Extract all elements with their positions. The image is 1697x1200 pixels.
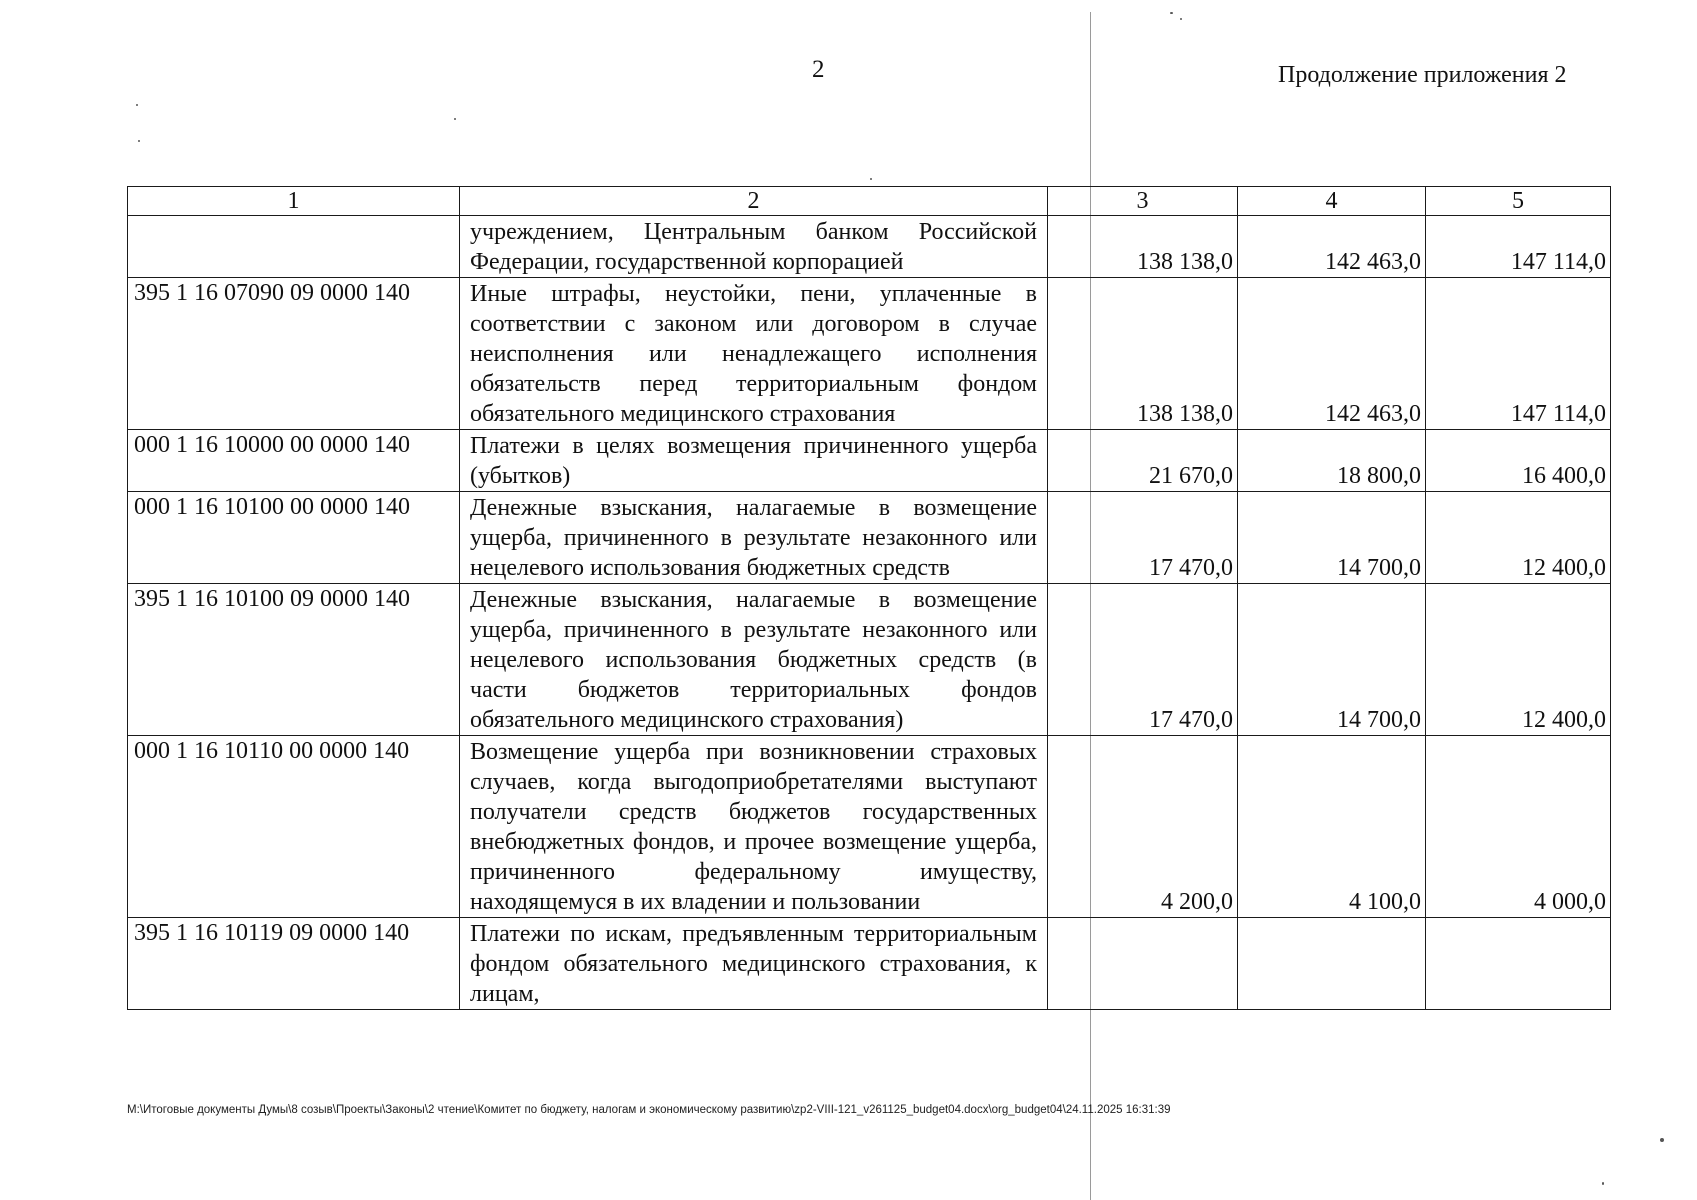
amount-col5-cell <box>1426 918 1611 1010</box>
table-row <box>128 736 1611 918</box>
amount-col3-cell <box>1048 918 1238 1010</box>
budget-code-cell: 000 1 16 10000 00 0000 140 <box>128 430 460 492</box>
scan-speck <box>136 104 138 106</box>
column-header: 2 <box>460 187 1048 216</box>
description-cell: учреждением, Центральным банком Российской Федерации, государственной корпорацией <box>460 216 1048 278</box>
column-header: 3 <box>1048 187 1238 216</box>
amount-col4-cell: 18 800,0 <box>1238 430 1426 492</box>
budget-code-cell: 395 1 16 10119 09 0000 140 <box>128 918 460 1010</box>
amount-col4-cell: 142 463,0 <box>1238 278 1426 430</box>
budget-code-cell: 395 1 16 07090 09 0000 140 <box>128 278 460 430</box>
scan-speck <box>1602 1182 1604 1185</box>
description-cell: Денежные взыскания, налагаемые в возмещение ущерба, причиненного в результате незаконного или нецелевого использования бюджетных средств <box>460 492 1048 584</box>
amount-col3-cell: 4 200,0 <box>1048 736 1238 918</box>
amount-col5-cell: 16 400,0 <box>1426 430 1611 492</box>
amount-col5-cell: 12 400,0 <box>1426 584 1611 736</box>
amount-col3-cell: 138 138,0 <box>1048 216 1238 278</box>
budget-code-cell: 000 1 16 10110 00 0000 140 <box>128 736 460 918</box>
description-cell: Иные штрафы, неустойки, пени, уплаченные в соответствии с законом или договором в случае неисполнения или ненадлежащего исполнения обязательств перед территориальным фондом обязательного медицинского страхования <box>460 278 1048 430</box>
amount-col4-cell: 142 463,0 <box>1238 216 1426 278</box>
description-cell: Платежи по искам, предъявленным территориальным фондом обязательного медицинского страхования, к лицам, <box>460 918 1048 1010</box>
scan-speck <box>454 118 456 120</box>
table-header-row <box>128 187 1611 216</box>
budget-revenue-table <box>127 186 1611 1010</box>
amount-col5-cell: 4 000,0 <box>1426 736 1611 918</box>
amount-col5-cell: 147 114,0 <box>1426 216 1611 278</box>
table-row <box>128 216 1611 278</box>
amount-col3-cell: 17 470,0 <box>1048 492 1238 584</box>
budget-code-cell: 000 1 16 10100 00 0000 140 <box>128 492 460 584</box>
table-row <box>128 584 1611 736</box>
table-row <box>128 918 1611 1010</box>
description-cell: Возмещение ущерба при возникновении страховых случаев, когда выгодоприобретателями выступают получатели средств бюджетов государственных внебюджетных фондов, и прочее возмещение ущерба, причиненного федеральному имуществу, находящемуся в их владении и пользовании <box>460 736 1048 918</box>
scan-speck <box>1180 18 1182 20</box>
table-row <box>128 430 1611 492</box>
table-row <box>128 492 1611 584</box>
description-cell: Денежные взыскания, налагаемые в возмещение ущерба, причиненного в результате незаконного или нецелевого использования бюджетных средств (в части бюджетов территориальных фондов обязательного медицинского страхования) <box>460 584 1048 736</box>
amount-col4-cell: 14 700,0 <box>1238 584 1426 736</box>
amount-col5-cell: 147 114,0 <box>1426 278 1611 430</box>
document-file-path-footer: M:\Итоговые документы Думы\8 созыв\Проекты\Законы\2 чтение\Комитет по бюджету, налогам и экономическому развитию\zp2-VIII-121_v261125_budget04.docx\org_budget04\24.11.2025 16:31:39 <box>127 1104 1171 1116</box>
table-row <box>128 278 1611 430</box>
scan-speck <box>1660 1138 1664 1142</box>
column-header: 5 <box>1426 187 1611 216</box>
amount-col4-cell <box>1238 918 1426 1010</box>
scan-speck <box>870 178 872 180</box>
amount-col4-cell: 4 100,0 <box>1238 736 1426 918</box>
amount-col4-cell: 14 700,0 <box>1238 492 1426 584</box>
amount-col3-cell: 21 670,0 <box>1048 430 1238 492</box>
amount-col3-cell: 138 138,0 <box>1048 278 1238 430</box>
column-header: 1 <box>128 187 460 216</box>
page-number: 2 <box>812 56 825 83</box>
amount-col3-cell: 17 470,0 <box>1048 584 1238 736</box>
scan-speck <box>1170 12 1173 14</box>
budget-code-cell <box>128 216 460 278</box>
budget-code-cell: 395 1 16 10100 09 0000 140 <box>128 584 460 736</box>
column-header: 4 <box>1238 187 1426 216</box>
scan-speck <box>138 140 140 142</box>
amount-col5-cell: 12 400,0 <box>1426 492 1611 584</box>
appendix-continuation-note: Продолжение приложения 2 <box>1278 62 1567 88</box>
description-cell: Платежи в целях возмещения причиненного ущерба (убытков) <box>460 430 1048 492</box>
